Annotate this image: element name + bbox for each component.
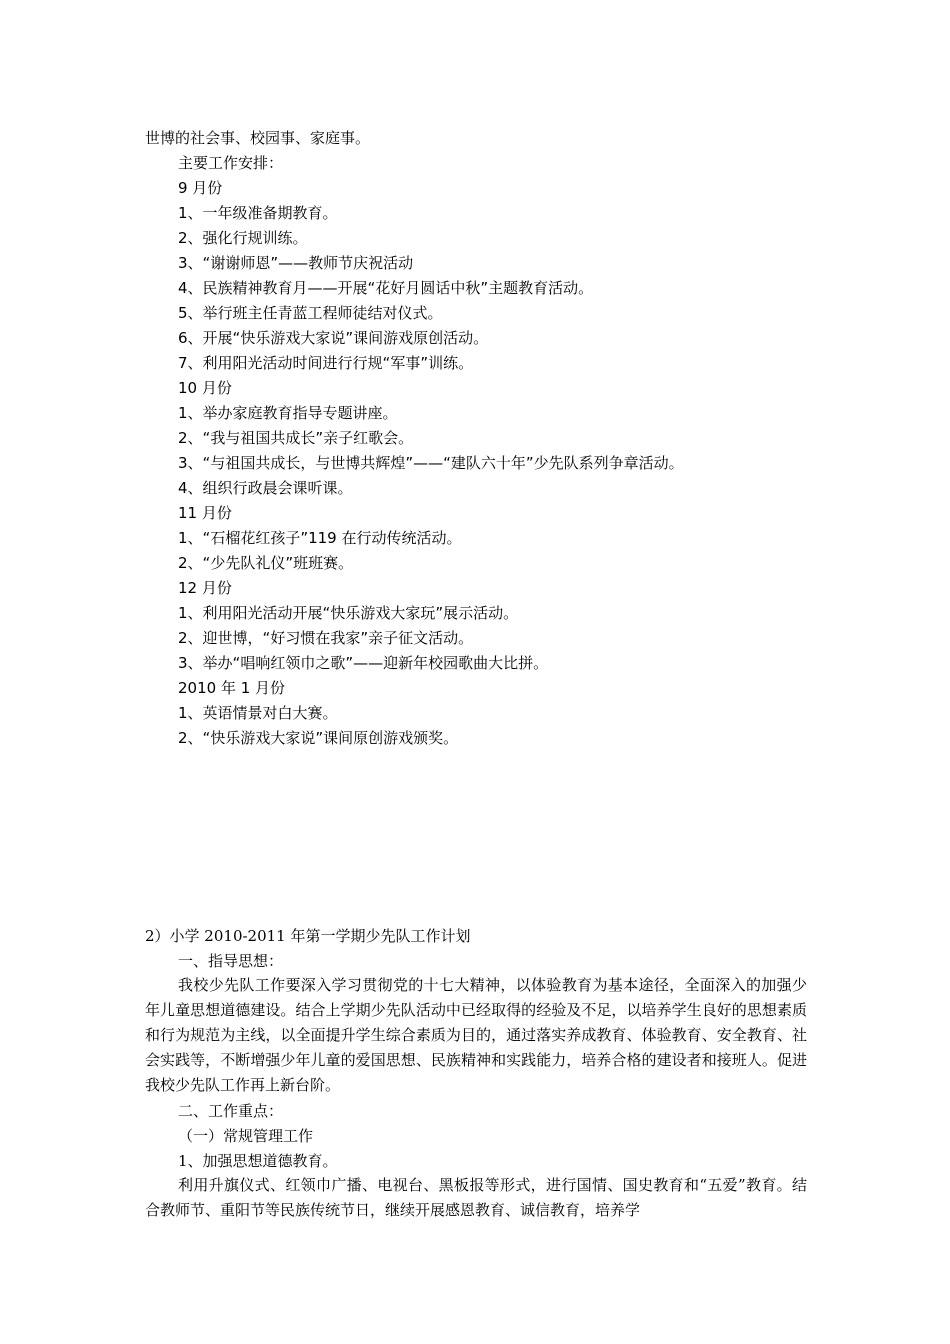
list-item: 1、英语情景对白大赛。 xyxy=(178,704,338,722)
guiding-paragraph: 我校少先队工作要深入学习贯彻党的十七大精神，以体验教育为基本途径，全面深入的加强少年儿童思想道德建设。结合上学期少先队活动中已经取得的经验及不足，以培养学生良好的思想素质和行为规范为主线，以全面提升学生综合素质为目的，通过落实养成教育、体验教育、安全教育、社会实践等，不断增强少年儿童的爱国思想、民族精神和实践能力，培养合格的建设者和接班人。促进我校少先队工作再上新台阶。 xyxy=(145,976,807,1094)
list-item: 2、“快乐游戏大家说”课间原创游戏颁奖。 xyxy=(178,729,459,747)
list-item: 5、举行班主任青蓝工程师徒结对仪式。 xyxy=(178,304,443,322)
list-item: 2、迎世博，“好习惯在我家”亲子征文活动。 xyxy=(178,629,474,647)
arrangement-title: 主要工作安排： xyxy=(178,154,284,172)
continuation-text: 世博的社会事、校园事、家庭事。 xyxy=(145,129,371,147)
list-item: 2、“少先队礼仪”班班赛。 xyxy=(178,554,354,572)
section-heading-focus: 二、工作重点： xyxy=(178,1102,284,1120)
list-item: 4、组织行政晨会课听课。 xyxy=(178,479,353,497)
list-item: 3、“谢谢师恩”——教师节庆祝活动 xyxy=(178,254,414,272)
list-item: 1、“石榴花红孩子”119 在行动传统活动。 xyxy=(178,529,462,547)
list-item: 3、“与祖国共成长，与世博共辉煌”——“建队六十年”少先队系列争章活动。 xyxy=(178,454,684,472)
plan-title: 2）小学 2010-2011 年第一学期少先队工作计划 xyxy=(145,927,471,945)
list-item: 4、民族精神教育月——开展“花好月圆话中秋”主题教育活动。 xyxy=(178,279,594,297)
section-heading-guiding: 一、指导思想： xyxy=(178,952,284,970)
month-heading-sep: 9 月份 xyxy=(178,179,223,197)
month-heading-nov: 11 月份 xyxy=(178,504,232,522)
list-item: 1、利用阳光活动开展“快乐游戏大家玩”展示活动。 xyxy=(178,604,519,622)
list-item: 6、开展“快乐游戏大家说”课间游戏原创活动。 xyxy=(178,329,489,347)
list-item: 1、一年级准备期教育。 xyxy=(178,204,338,222)
list-item: 2、“我与祖国共成长”亲子红歌会。 xyxy=(178,429,414,447)
month-heading-oct: 10 月份 xyxy=(178,379,232,397)
month-heading-jan: 2010 年 1 月份 xyxy=(178,679,286,697)
list-item: 7、利用阳光活动时间进行行规“军事”训练。 xyxy=(178,354,474,372)
subsection-heading-routine: （一）常规管理工作 xyxy=(178,1127,314,1145)
month-heading-dec: 12 月份 xyxy=(178,579,232,597)
list-item: 1、举办家庭教育指导专题讲座。 xyxy=(178,404,398,422)
moral-paragraph: 利用升旗仪式、红领巾广播、电视台、黑板报等形式，进行国情、国史教育和“五爱”教育。结合教师节、重阳节等民族传统节日，继续开展感恩教育、诚信教育，培养学 xyxy=(145,1176,807,1219)
list-item: 3、举办“唱响红领巾之歌”——迎新年校园歌曲大比拼。 xyxy=(178,654,549,672)
item-heading-moral: 1、加强思想道德教育。 xyxy=(178,1152,338,1170)
list-item: 2、强化行规训练。 xyxy=(178,229,308,247)
